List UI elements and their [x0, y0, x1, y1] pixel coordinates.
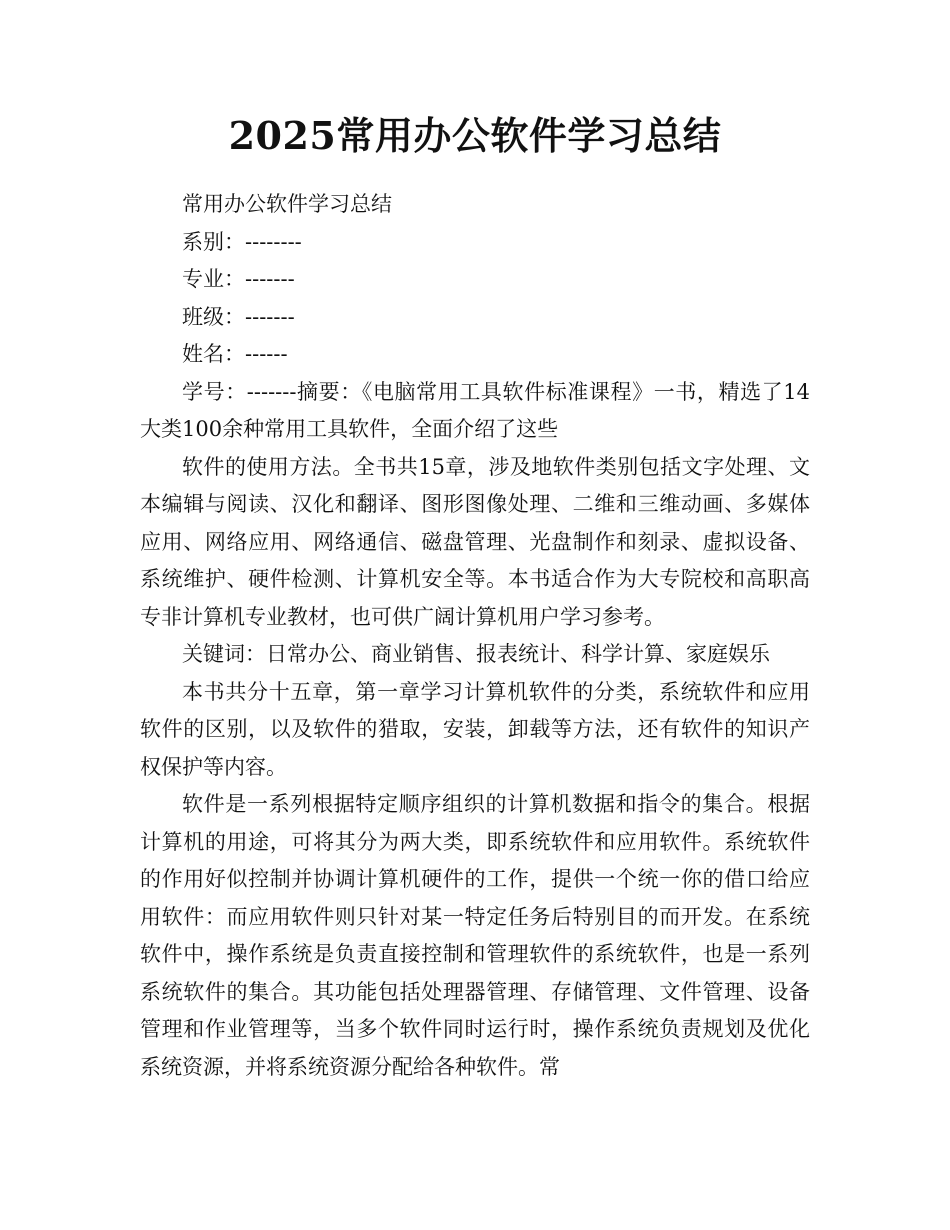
paragraph-usage: 软件的使用方法。全书共15章，涉及地软件类别包括文字处理、文本编辑与阅读、汉化和翻译、图形图像处理、二维和三维动画、多媒体应用、网络应用、网络通信、磁盘管理、光盘制作和刻录、虚拟设备、系统维护、硬件检测、计算机安全等。本书适合作为大专院校和高职高专非计算机专业教材，也可供广阔计算机用户学习参考。 [140, 454, 810, 629]
paragraph-abstract: 学号：-------摘要：《电脑常用工具软件标准课程》一书，精选了14大类100余种常用工具软件，全面介绍了这些 [140, 379, 810, 441]
paragraph-software-definition: 软件是一系列根据特定顺序组织的计算机数据和指令的集合。根据计算机的用途，可将其分为两大类，即系统软件和应用软件。系统软件的作用好似控制并协调计算机硬件的工作，提供一个统一你的借口给应用软件：而应用软件则只针对某一特定任务后特别目的而开发。在系统软件中，操作系统是负责直接控制和管理软件的系统软件，也是一系列系统软件的集合。其功能包括处理器管理、存储管理、文件管理、设备管理和作业管理等，当多个软件同时运行时，操作系统负责规划及优化系统资源，并将系统资源分配给各种软件。常 [140, 792, 810, 1079]
document-title: 2025常用办公软件学习总结 [228, 113, 722, 158]
field-department: 系别：-------- [182, 229, 302, 254]
field-class: 班级：------- [182, 304, 295, 329]
field-name: 姓名：------ [182, 342, 288, 366]
paragraph-chapter-one: 本书共分十五章，第一章学习计算机软件的分类，系统软件和应用软件的区别，以及软件的猎取，安装，卸载等方法，还有软件的知识产权保护等内容。 [140, 679, 810, 779]
document-subtitle: 常用办公软件学习总结 [182, 192, 392, 216]
paragraph-keywords: 关键词：日常办公、商业销售、报表统计、科学计算、家庭娱乐 [182, 642, 770, 666]
field-major: 专业：------- [182, 267, 295, 291]
